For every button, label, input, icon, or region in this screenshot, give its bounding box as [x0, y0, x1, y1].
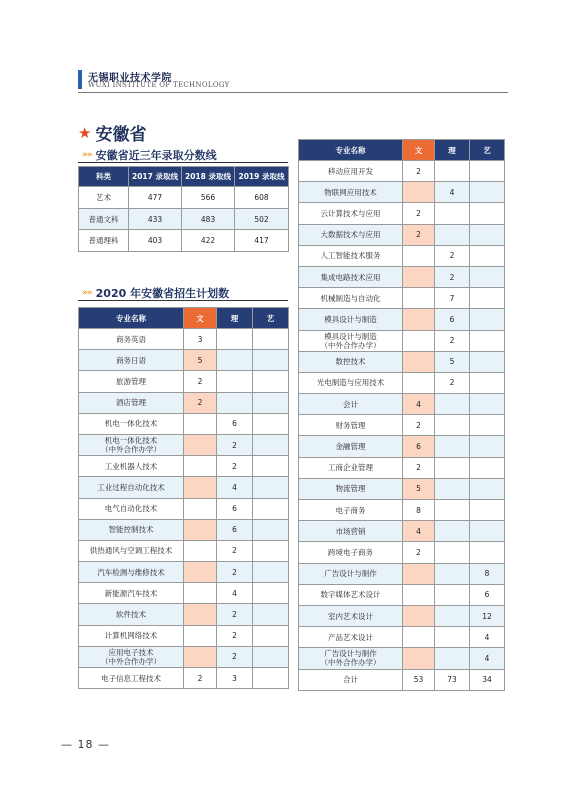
plan-row: [79, 413, 289, 434]
plan-cell-yi: [470, 457, 505, 478]
plan-cell-wen: [184, 498, 217, 519]
plan-cell-name: 机械制造与自动化: [299, 288, 403, 309]
plan-cell-yi: [253, 583, 289, 604]
plan-header-yi: 艺: [253, 308, 289, 329]
plan-row: [299, 203, 505, 224]
plan-cell-yi: [253, 562, 289, 583]
plan-cell-name: 汽车检测与维修技术: [79, 562, 184, 583]
plan-cell-yi: 4: [470, 648, 505, 669]
plan-cell-li: [435, 161, 470, 182]
plan-cell-li: 2: [217, 562, 253, 583]
score-section-underline: [78, 162, 288, 163]
plan-cell-wen: [403, 266, 435, 287]
school-name-cn: 无锡职业技术学院: [88, 73, 172, 84]
plan-cell-wen: [184, 646, 217, 667]
plan-cell-yi: [470, 478, 505, 499]
plan-cell-li: [435, 542, 470, 563]
plan-cell-li: 2: [217, 434, 253, 455]
plan-cell-yi: [470, 203, 505, 224]
plan-cell-wen: 4: [403, 394, 435, 415]
plan-cell-wen: [403, 330, 435, 351]
plan-cell-name: 市场营销: [299, 521, 403, 542]
plan-cell-name: 室内艺术设计: [299, 605, 403, 626]
plan-cell-yi: [253, 625, 289, 646]
plan-cell-yi: 8: [470, 563, 505, 584]
plan-row: [79, 583, 289, 604]
plan-cell-yi: [253, 604, 289, 625]
plan-cell-li: [435, 584, 470, 605]
plan-row: [79, 540, 289, 561]
plan-row: [79, 519, 289, 540]
score-cell: 417: [235, 230, 289, 252]
school-name-en: WUXI INSTITUTE OF TECHNOLOGY: [88, 81, 230, 89]
plan-cell-yi: [470, 415, 505, 436]
plan-cell-li: 2: [217, 540, 253, 561]
plan-cell-name: 跨境电子商务: [299, 542, 403, 563]
plan-row: [79, 625, 289, 646]
plan-row: [299, 224, 505, 245]
plan-cell-name: 大数据技术与应用: [299, 224, 403, 245]
plan-cell-li: 3: [217, 668, 253, 689]
plan-cell-wen: 6: [403, 436, 435, 457]
plan-cell-name: 电气自动化技术: [79, 498, 184, 519]
plan-cell-li: [217, 392, 253, 413]
plan-cell-li: 4: [435, 182, 470, 203]
score-section-title: [82, 147, 217, 163]
plan-cell-yi: [253, 498, 289, 519]
plan-row: [299, 457, 505, 478]
plan-row: [299, 648, 505, 669]
plan-row: [79, 434, 289, 455]
plan-cell-name: 应用电子技术 （中外合作办学）: [79, 646, 184, 667]
plan-cell-yi: [253, 413, 289, 434]
plan-cell-yi: [470, 266, 505, 287]
plan-cell-wen: [184, 413, 217, 434]
plan-cell-yi: [470, 330, 505, 351]
plan-cell-wen: [403, 627, 435, 648]
plan-cell-name: 新能源汽车技术: [79, 583, 184, 604]
plan-cell-name: 模具设计与制造: [299, 309, 403, 330]
province-name: 安徽省: [95, 125, 147, 145]
plan-cell-wen: 3: [184, 329, 217, 350]
plan-row: [299, 309, 505, 330]
plan-row: [79, 668, 289, 689]
plan-row: [299, 605, 505, 626]
plan-cell-li: [217, 371, 253, 392]
plan-cell-name: 会计: [299, 394, 403, 415]
plan-row: [299, 521, 505, 542]
plan-table-right: [298, 139, 505, 691]
plan-cell-yi: [253, 519, 289, 540]
plan-cell-name: 机电一体化技术 （中外合作办学）: [79, 434, 184, 455]
plan-cell-name: 商务日语: [79, 350, 184, 371]
plan-cell-wen: 2: [184, 371, 217, 392]
plan-cell-wen: 53: [403, 669, 435, 690]
score-row: [79, 187, 289, 209]
plan-row: [79, 329, 289, 350]
plan-cell-name: 合计: [299, 669, 403, 690]
plan-cell-wen: 5: [184, 350, 217, 371]
plan-cell-li: [217, 329, 253, 350]
plan-cell-yi: [470, 161, 505, 182]
plan-cell-name: 集成电路技术应用: [299, 266, 403, 287]
plan-cell-li: 2: [435, 330, 470, 351]
plan-cell-li: 2: [435, 266, 470, 287]
plan-cell-yi: [470, 224, 505, 245]
plan-header-wen: 文: [403, 140, 435, 161]
plan-cell-li: [435, 436, 470, 457]
plan-cell-yi: [470, 309, 505, 330]
plan-row: [299, 415, 505, 436]
plan-cell-wen: [184, 583, 217, 604]
plan-cell-yi: 34: [470, 669, 505, 690]
score-cell: 608: [235, 187, 289, 209]
score-header-cell: 2019 录取线: [235, 167, 289, 187]
plan-row: [79, 392, 289, 413]
plan-row: [299, 330, 505, 351]
plan-cell-yi: [253, 477, 289, 498]
plan-cell-wen: [184, 540, 217, 561]
plan-row: [299, 288, 505, 309]
score-cell: 普通理科: [79, 230, 129, 252]
plan-cell-li: 6: [435, 309, 470, 330]
score-cell: 566: [182, 187, 235, 209]
plan-cell-li: [435, 415, 470, 436]
plan-cell-li: [217, 350, 253, 371]
plan-row: [299, 182, 505, 203]
plan-cell-name: 广告设计与制作 （中外合作办学）: [299, 648, 403, 669]
plan-cell-wen: [184, 625, 217, 646]
plan-cell-name: 工业过程自动化技术: [79, 477, 184, 498]
plan-cell-yi: [253, 329, 289, 350]
plan-cell-name: 智能控制技术: [79, 519, 184, 540]
plan-cell-name: 物联网应用技术: [299, 182, 403, 203]
plan-row: [79, 646, 289, 667]
plan-cell-li: [435, 478, 470, 499]
plan-cell-name: 酒店管理: [79, 392, 184, 413]
plan-cell-li: [435, 563, 470, 584]
plan-cell-wen: [403, 605, 435, 626]
plan-cell-yi: [253, 646, 289, 667]
plan-cell-yi: 4: [470, 627, 505, 648]
header-divider: [78, 92, 508, 93]
plan-cell-yi: [470, 542, 505, 563]
plan-cell-yi: [253, 350, 289, 371]
plan-cell-name: 旅游管理: [79, 371, 184, 392]
plan-cell-li: 2: [435, 372, 470, 393]
plan-cell-li: 6: [217, 519, 253, 540]
plan-cell-li: 4: [217, 583, 253, 604]
plan-row: [79, 477, 289, 498]
plan-header-major: 专业名称: [79, 308, 184, 329]
plan-cell-name: 电子商务: [299, 500, 403, 521]
star-icon: ★: [78, 123, 92, 142]
plan-cell-yi: [253, 456, 289, 477]
plan-cell-name: 工商企业管理: [299, 457, 403, 478]
plan-cell-li: 2: [217, 625, 253, 646]
score-cell: 502: [235, 208, 289, 230]
plan-cell-wen: [184, 477, 217, 498]
plan-cell-li: 4: [217, 477, 253, 498]
plan-cell-name: 数控技术: [299, 351, 403, 372]
plan-cell-wen: 2: [403, 542, 435, 563]
plan-cell-wen: [184, 604, 217, 625]
plan-cell-li: [435, 500, 470, 521]
plan-row: [79, 456, 289, 477]
plan-cell-name: 物流管理: [299, 478, 403, 499]
plan-cell-name: 软件技术: [79, 604, 184, 625]
plan-cell-wen: 2: [403, 224, 435, 245]
plan-header-li: 理: [435, 140, 470, 161]
plan-cell-name: 云计算技术与应用: [299, 203, 403, 224]
plan-cell-name: 商务英语: [79, 329, 184, 350]
plan-row: [79, 350, 289, 371]
plan-row: [299, 245, 505, 266]
plan-cell-name: 电子信息工程技术: [79, 668, 184, 689]
plan-cell-wen: [403, 563, 435, 584]
plan-cell-li: [435, 203, 470, 224]
plan-cell-wen: [403, 648, 435, 669]
score-row: [79, 230, 289, 252]
score-header-cell: 2017 录取线: [129, 167, 182, 187]
plan-cell-wen: [403, 584, 435, 605]
score-cell: 422: [182, 230, 235, 252]
plan-cell-wen: [403, 182, 435, 203]
chevron-right-icon: »»: [82, 150, 92, 160]
plan-cell-yi: 6: [470, 584, 505, 605]
plan-row: [299, 669, 505, 690]
plan-row: [299, 563, 505, 584]
plan-cell-wen: 2: [184, 392, 217, 413]
plan-row: [299, 394, 505, 415]
plan-row: [79, 371, 289, 392]
plan-cell-li: [435, 224, 470, 245]
score-header-cell: 2018 录取线: [182, 167, 235, 187]
score-header-row: [79, 167, 289, 187]
plan-row: [299, 478, 505, 499]
plan-cell-yi: [470, 245, 505, 266]
plan-cell-yi: 12: [470, 605, 505, 626]
plan-cell-name: 工业机器人技术: [79, 456, 184, 477]
plan-cell-wen: [403, 372, 435, 393]
plan-row: [299, 627, 505, 648]
plan-cell-yi: [253, 371, 289, 392]
plan-header-li: 理: [217, 308, 253, 329]
chevron-right-icon: »»: [82, 288, 92, 298]
plan-cell-li: 6: [217, 498, 253, 519]
plan-cell-li: 2: [435, 245, 470, 266]
plan-cell-li: 2: [217, 604, 253, 625]
plan-cell-wen: 2: [403, 161, 435, 182]
plan-cell-yi: [470, 182, 505, 203]
plan-cell-wen: [403, 245, 435, 266]
plan-cell-li: [435, 521, 470, 542]
plan-cell-yi: [470, 500, 505, 521]
plan-cell-wen: 2: [403, 203, 435, 224]
plan-cell-yi: [253, 434, 289, 455]
plan-cell-name: 金融管理: [299, 436, 403, 457]
plan-cell-yi: [470, 436, 505, 457]
plan-cell-name: 计算机网络技术: [79, 625, 184, 646]
header-accent-bar: [78, 70, 82, 89]
score-row: [79, 208, 289, 230]
plan-header-row: [299, 140, 505, 161]
score-cell: 艺术: [79, 187, 129, 209]
plan-cell-name: 移动应用开发: [299, 161, 403, 182]
plan-cell-name: 产品艺术设计: [299, 627, 403, 648]
score-section-label: 安徽省近三年录取分数线: [95, 149, 217, 162]
plan-section-underline: [78, 300, 288, 301]
plan-row: [299, 372, 505, 393]
plan-cell-li: [435, 605, 470, 626]
plan-row: [299, 161, 505, 182]
plan-cell-name: 广告设计与制作: [299, 563, 403, 584]
plan-cell-wen: [184, 434, 217, 455]
plan-section-label: 2020 年安徽省招生计划数: [95, 287, 230, 300]
plan-cell-li: 6: [217, 413, 253, 434]
score-cell: 普通文科: [79, 208, 129, 230]
plan-cell-yi: [253, 392, 289, 413]
plan-cell-wen: 8: [403, 500, 435, 521]
province-heading: [78, 120, 146, 145]
plan-cell-wen: [403, 309, 435, 330]
plan-cell-wen: 2: [403, 457, 435, 478]
plan-cell-li: 2: [217, 646, 253, 667]
plan-cell-li: [435, 394, 470, 415]
score-cell: 483: [182, 208, 235, 230]
score-cell: 477: [129, 187, 182, 209]
plan-cell-yi: [253, 540, 289, 561]
plan-row: [79, 498, 289, 519]
plan-cell-wen: [184, 562, 217, 583]
score-table: [78, 166, 289, 252]
score-cell: 403: [129, 230, 182, 252]
plan-cell-name: 数字媒体艺术设计: [299, 584, 403, 605]
plan-cell-li: [435, 457, 470, 478]
plan-cell-yi: [470, 521, 505, 542]
plan-cell-name: 供热通风与空调工程技术: [79, 540, 184, 561]
plan-cell-li: 7: [435, 288, 470, 309]
plan-row: [299, 500, 505, 521]
plan-cell-wen: 2: [403, 415, 435, 436]
plan-cell-li: [435, 648, 470, 669]
plan-cell-name: 模具设计与制造 （中外合作办学）: [299, 330, 403, 351]
plan-row: [79, 562, 289, 583]
plan-row: [299, 266, 505, 287]
plan-cell-yi: [253, 668, 289, 689]
plan-header-wen: 文: [184, 308, 217, 329]
plan-table-left: [78, 307, 289, 689]
plan-row: [299, 351, 505, 372]
plan-cell-li: 5: [435, 351, 470, 372]
plan-cell-yi: [470, 372, 505, 393]
score-header-cell: 科类: [79, 167, 129, 187]
plan-cell-wen: [403, 351, 435, 372]
plan-cell-name: 人工智能技术服务: [299, 245, 403, 266]
plan-cell-wen: [184, 519, 217, 540]
plan-row: [79, 604, 289, 625]
plan-row: [299, 584, 505, 605]
plan-cell-name: 光电制造与应用技术: [299, 372, 403, 393]
plan-cell-name: 财务管理: [299, 415, 403, 436]
plan-cell-wen: [403, 288, 435, 309]
plan-cell-yi: [470, 394, 505, 415]
plan-cell-li: 2: [217, 456, 253, 477]
plan-cell-yi: [470, 351, 505, 372]
plan-cell-wen: 4: [403, 521, 435, 542]
plan-header-row: [79, 308, 289, 329]
plan-cell-yi: [470, 288, 505, 309]
plan-section-title: [82, 285, 229, 301]
plan-cell-wen: [184, 456, 217, 477]
plan-row: [299, 542, 505, 563]
plan-cell-wen: 5: [403, 478, 435, 499]
page-number: — 18 —: [61, 738, 110, 751]
score-cell: 433: [129, 208, 182, 230]
plan-cell-wen: 2: [184, 668, 217, 689]
plan-header-yi: 艺: [470, 140, 505, 161]
plan-header-major: 专业名称: [299, 140, 403, 161]
plan-cell-li: 73: [435, 669, 470, 690]
plan-cell-li: [435, 627, 470, 648]
plan-cell-name: 机电一体化技术: [79, 413, 184, 434]
plan-row: [299, 436, 505, 457]
